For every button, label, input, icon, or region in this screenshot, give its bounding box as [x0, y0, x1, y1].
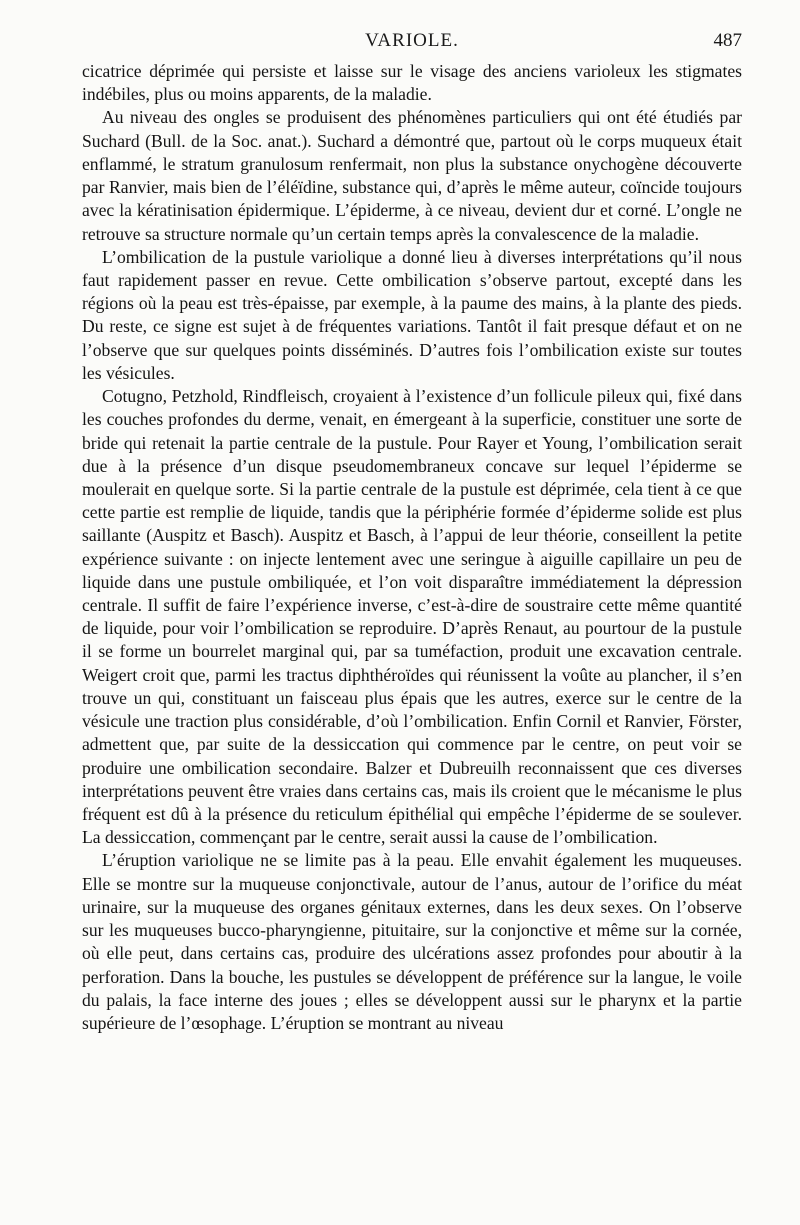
running-title: VARIOLE.: [365, 30, 459, 51]
page-number: 487: [713, 30, 742, 51]
paragraph-ombilication: L’ombilication de la pustule variolique a donné lieu à diverses interprétations qu’il nous faut rapidement passer en revue. Cette ombilication s’observe partout, excepté dans les régions où la peau est très-épaisse, par exemple, à la paume des mains, à la plante des pieds. Du reste, ce signe est sujet à de fréquentes variations. Tantôt il fait presque défaut et on ne l’observe que sur quelques points disséminés. D’autres fois l’ombilication existe sur toutes les vésicules.: [82, 246, 742, 383]
paragraph-ongles: Au niveau des ongles se produisent des phénomènes particuliers qui ont été étudiés par Suchard (Bull. de la Soc. anat.). Suchard a démontré que, partout où le corps muqueux était enflammé, le stratum granulosum renfermait, non plus la substance onychogène découverte par Ranvier, mais bien de l’éléïdine, substance qui, d’après le même auteur, coïncide toujours avec la kératinisation épidermique. L’épiderme, à ce niveau, devient dur et corné. L’ongle ne retrouve sa structure normale qu’un certain temps après la convalescence de la maladie.: [82, 107, 742, 244]
body-text: [82, 60, 742, 1035]
paragraph-muqueuses: L’éruption variolique ne se limite pas à la peau. Elle envahit également les muqueuses. Elle se montre sur la muqueuse conjonctivale, autour de l’anus, autour de l’orifice du méat urinaire, sur la muqueuse des organes génitaux externes, dans les deux sexes. On l’observe sur les muqueuses bucco-pharyngienne, pituitaire, sur la conjonctive et même sur la cornée, où elle peut, dans certains cas, produire des ulcérations assez profondes pour aboutir à la perforation. Dans la bouche, les pustules se développent de préférence sur la langue, le voile du palais, la face interne des joues ; elles se développent aussi sur le pharynx et la partie supérieure de l’œsophage. L’éruption se montrant au niveau: [82, 850, 742, 1033]
paragraph-continued: cicatrice déprimée qui persiste et laisse sur le visage des anciens varioleux les stigmates indébiles, plus ou moins apparents, de la maladie.: [82, 61, 742, 105]
paragraph-theories: Cotugno, Petzhold, Rindfleisch, croyaient à l’existence d’un follicule pileux qui, fixé dans les couches profondes du derme, venait, en émergeant à la superficie, constituer une sorte de bride qui retenait la partie centrale de la pustule. Pour Rayer et Young, l’ombilication serait due à la présence d’un disque pseudomembraneux concave sur lequel l’épiderme se moulerait en quelque sorte. Si la partie centrale de la pustule est déprimée, cela tient à ce que cette partie est remplie de liquide, tandis que la périphérie formée d’épiderme solide est plus saillante (Auspitz et Basch). Auspitz et Basch, à l’appui de leur théorie, conseillent la petite expérience suivante : on injecte lentement avec une seringue à aiguille capillaire un peu de liquide dans une pustule ombiliquée, et l’on voit disparaître immédiatement la dépression centrale. Il suffit de faire l’expérience inverse, c’est-à-dire de soustraire cette même quantité de liquide, pour voir l’ombilication se reproduire. D’après Renaut, au pourtour de la pustule il se forme un bourrelet marginal qui, par sa tuméfaction, produit une excavation centrale. Weigert croit que, parmi les tractus diphthéroïdes qui réunissent la voûte au plancher, il s’en trouve un qui, constituant un faisceau plus épais que les autres, exerce sur le centre de la vésicule une traction plus considérable, d’où l’ombilication. Enfin Cornil et Ranvier, Förster, admettent que, par suite de la dessiccation qui commence par le centre, on peut voir se produire une ombilication secondaire. Balzer et Dubreuilh reconnaissent que ces diverses interprétations peuvent être vraies dans certains cas, mais ils croient que le mécanisme le plus fréquent est dû à la présence du reticulum épithélial qui empêche l’épiderme de se soulever. La dessiccation, commençant par le centre, serait aussi la cause de l’ombilication.: [82, 386, 742, 848]
running-head: [82, 30, 742, 58]
